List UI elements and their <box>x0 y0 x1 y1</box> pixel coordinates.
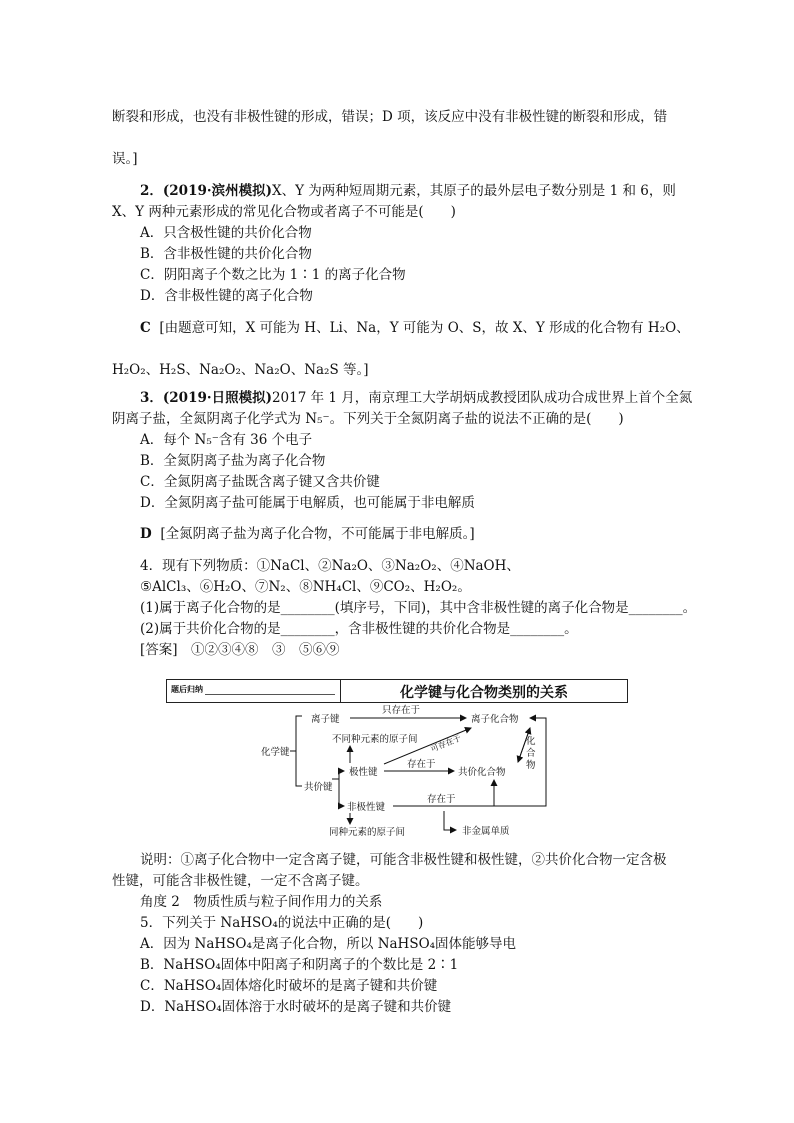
option-c: C．NaHSO₄固体熔化时破坏的是离子键和共价键 <box>140 978 438 994</box>
option-d: D．含非极性键的离子化合物 <box>140 288 313 304</box>
exist-in-label: 存在于 <box>407 759 436 770</box>
summary-header-box <box>166 679 628 703</box>
sub-question-2: (2)属于共价化合物的是________，含非极性键的共价化合物是________。 <box>140 621 578 637</box>
may-exist-label: 可存在于 <box>429 733 463 754</box>
option-d: D．全氮阴离子盐可能属于电解质，也可能属于非电解质 <box>140 495 475 511</box>
compound-char: 物 <box>526 760 536 771</box>
polar-bond-label: 极性键 <box>349 767 378 778</box>
answer-explanation <box>140 319 690 337</box>
question-text: ⑤AlCl₃、⑥H₂O、⑦N₂、⑧NH₄Cl、⑨CO₂、H₂O₂。 <box>140 579 471 595</box>
question-text: 阴离子盐，全氮阴离子化学式为 N₅⁻。下列关于全氮阴离子盐的说法不正确的是( ) <box>112 411 624 427</box>
summary-title: 化学键与化合物类别的关系 <box>400 685 568 701</box>
covalent-compound-label: 共价化合物 <box>458 767 506 778</box>
option-c: C．全氮阴离子盐既含离子键又含共价键 <box>140 474 380 490</box>
option-a: A．只含极性键的共价化合物 <box>140 225 312 241</box>
answer-letter: D <box>140 526 152 542</box>
question-5-stem: 5．下列关于 NaHSO₄的说法中正确的是( ) <box>140 915 424 931</box>
only-in-label: 只存在于 <box>382 705 421 716</box>
covalent-bond-label: 共价键 <box>304 782 333 793</box>
question-text: 2017 年 1 月，南京理工大学胡炳成教授团队成功合成世界上首个全氮 <box>271 390 693 406</box>
nonmetal-label: 非金属单质 <box>462 826 510 837</box>
summary-tag: 题后归纳 <box>171 685 203 694</box>
answer-text: [由题意可知，X 可能为 H、Li、Na，Y 可能为 O、S，故 X、Y 形成的化合物有 H₂O、 <box>159 320 690 336</box>
chem-bond-label: 化学键 <box>261 747 290 758</box>
question-text: X、Y 两种元素形成的常见化合物或者离子不可能是( ) <box>112 204 456 220</box>
ionic-bond-label: 离子键 <box>311 714 340 725</box>
answer-explanation <box>140 525 475 543</box>
option-b: B．NaHSO₄固体中阳离子和阴离子的个数比是 2∶1 <box>140 957 459 973</box>
nonpolar-bond-label: 非极性键 <box>347 802 386 813</box>
question-source: (2019·滨州模拟) <box>162 183 272 199</box>
question-2-stem <box>140 182 676 200</box>
question-3-stem <box>140 389 692 407</box>
compound-char: 化 <box>526 736 536 747</box>
same-atoms-label: 同种元素的原子间 <box>329 827 406 838</box>
answer-letter: C <box>140 320 151 336</box>
question-text: X、Y 为两种短周期元素，其原子的最外层电子数分别是 1 和 6，则 <box>271 183 676 199</box>
note-line: 性键，可能含非极性键，一定不含离子键。 <box>112 873 369 889</box>
sub-question-1: (1)属于离子化合物的是________(填序号，下同)，其中含非极性键的离子化合物是________。 <box>140 600 697 616</box>
text-line: 断裂和形成，也没有非极性键的形成，错误；D 项，该反应中没有非极性键的断裂和形成，错 <box>112 109 668 125</box>
ionic-compound-label: 离子化合物 <box>471 714 519 725</box>
answer-text: H₂O₂、H₂S、Na₂O₂、Na₂O、Na₂S 等。] <box>112 362 369 378</box>
option-d: D．NaHSO₄固体溶于水时破坏的是离子键和共价键 <box>140 999 452 1015</box>
option-b: B．全氮阴离子盐为离子化合物 <box>140 453 326 469</box>
tag-underline <box>205 694 335 695</box>
option-b: B．含非极性键的共价化合物 <box>140 246 312 262</box>
question-number: 2． <box>140 183 163 199</box>
text-line: 误。] <box>112 151 138 167</box>
option-a: A．每个 N₅⁻含有 36 个电子 <box>140 432 313 448</box>
exist-in-label: 存在于 <box>427 794 456 805</box>
option-c: C．阴阳离子个数之比为 1∶1 的离子化合物 <box>140 267 406 283</box>
diff-atoms-label: 不同种元素的原子间 <box>332 734 418 745</box>
compound-char: 合 <box>526 748 536 759</box>
compound-vertical-label <box>526 735 536 771</box>
angle-heading: 角度 2 物质性质与粒子间作用力的关系 <box>140 894 383 910</box>
question-number: 3． <box>140 390 163 406</box>
answer-line: [答案] ①②③④⑧ ③ ⑤⑥⑨ <box>140 642 340 658</box>
question-source: (2019·日照模拟) <box>162 390 272 406</box>
option-a: A．因为 NaHSO₄是离子化合物，所以 NaHSO₄固体能够导电 <box>140 936 517 952</box>
question-4-stem: 4．现有下列物质：①NaCl、②Na₂O、③Na₂O₂、④NaOH、 <box>140 558 520 574</box>
answer-text: [全氮阴离子盐为离子化合物，不可能属于非电解质。] <box>160 526 475 542</box>
note-line: 说明：①离子化合物中一定含离子键，可能含非极性键和极性键，②共价化合物一定含极 <box>140 852 667 868</box>
